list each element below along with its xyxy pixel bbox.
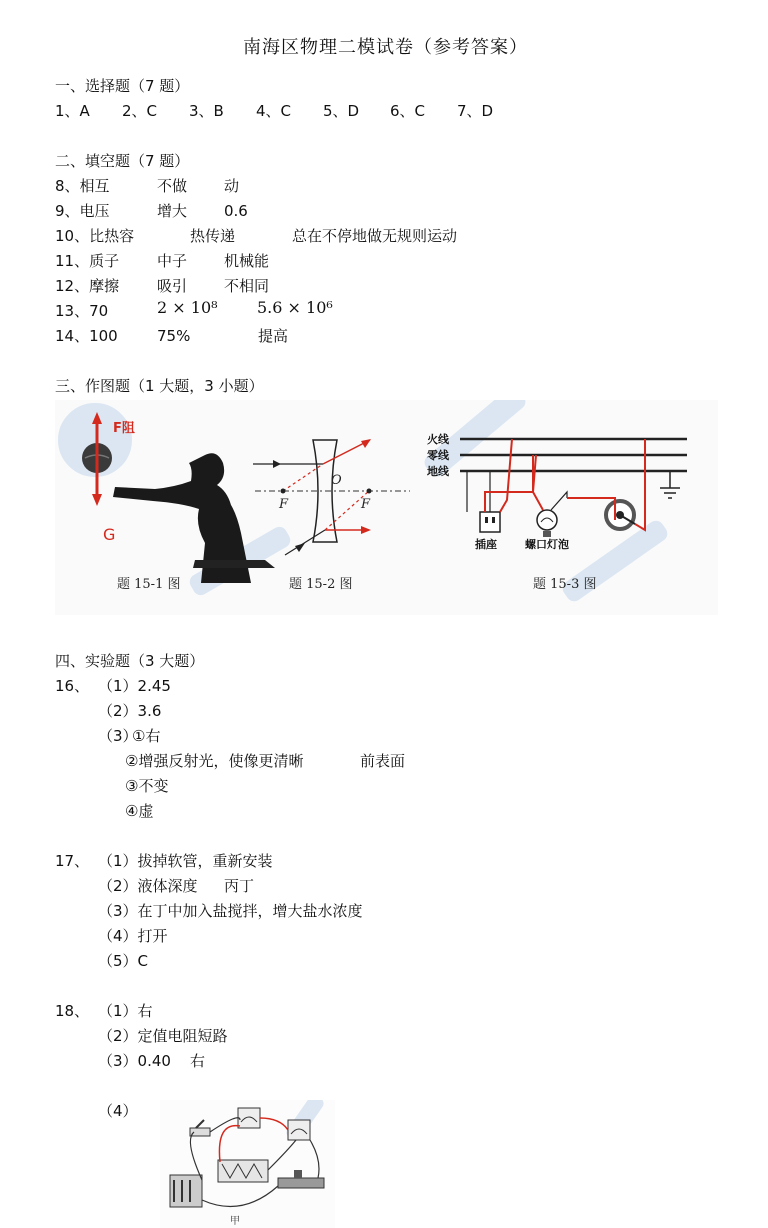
person-legs <box>193 560 275 568</box>
q16-part3-label: （3） <box>98 727 138 745</box>
fill-13-b: 2 × 10⁸ <box>157 298 218 317</box>
q17-part4: （4）打开 <box>98 927 168 945</box>
fill-8-a: 8、相互 <box>55 177 110 195</box>
fill-14-a: 14、100 <box>55 327 118 345</box>
fill-11-c: 机械能 <box>224 252 270 270</box>
fill-14-c: 提高 <box>258 327 289 345</box>
q17-part1: （1）拔掉软管，重新安装 <box>98 852 273 870</box>
caption-15-3: 题 15-3 图 <box>533 577 597 592</box>
ammeter <box>288 1120 310 1140</box>
lamp <box>537 510 557 530</box>
figure-18-circuit <box>160 1100 335 1228</box>
lamp-label: 螺口灯泡 <box>525 538 569 551</box>
answer-7: 7、D <box>457 102 494 120</box>
gravity-label: G <box>103 525 116 544</box>
q16-part2: （2）3.6 <box>98 702 162 720</box>
figure-15-3 <box>427 432 687 592</box>
drawing-figures <box>55 400 718 615</box>
q17-part5: （5）C <box>98 952 149 970</box>
answer-3: 3、B <box>189 102 224 120</box>
fill-11-b: 中子 <box>157 252 188 270</box>
fill-13-a: 13、70 <box>55 302 109 320</box>
q18-part3a: （3）0.40 <box>98 1052 171 1070</box>
section-1-heading: 一、选择题（7 题） <box>55 77 190 95</box>
fill-10-b: 热传递 <box>190 227 236 245</box>
fill-12-b: 吸引 <box>157 277 188 295</box>
fill-8-b: 不做 <box>157 177 188 195</box>
answer-1: 1、A <box>55 102 90 120</box>
q16-part3-4: ④虚 <box>125 802 154 820</box>
q18-part4: （4） <box>98 1102 138 1120</box>
fill-12-c: 不相同 <box>224 277 270 295</box>
fill-12-a: 12、摩擦 <box>55 277 120 295</box>
page-title: 南海区物理二模试卷（参考答案） <box>243 37 528 58</box>
section-2-heading: 二、填空题（7 题） <box>55 152 190 170</box>
q17-part2b: 丙丁 <box>224 877 255 895</box>
answer-5: 5、D <box>323 102 360 120</box>
q16-part3-2a: ②增强反射光，使像更清晰 <box>125 752 304 770</box>
figure-15-2 <box>253 439 410 592</box>
focus-left-label: F <box>279 497 289 512</box>
fill-14-b: 75% <box>157 327 191 345</box>
switch-18 <box>190 1128 210 1136</box>
answer-6: 6、C <box>390 102 426 120</box>
q16-number: 16、 <box>55 677 90 695</box>
fill-9-c: 0.6 <box>224 202 248 220</box>
fill-10-c: 总在不停地做无规则运动 <box>292 227 458 245</box>
optical-center-label: O <box>331 473 342 488</box>
neutral-wire-label: 零线 <box>427 449 449 462</box>
live-wire-label: 火线 <box>427 433 449 446</box>
q16-part3-1: ①右 <box>132 727 161 745</box>
figure-18-caption: 甲 <box>230 1216 240 1227</box>
fill-10-a: 10、比热容 <box>55 227 135 245</box>
q18-number: 18、 <box>55 1002 90 1020</box>
voltmeter <box>238 1108 260 1128</box>
answer-4: 4、C <box>256 102 292 120</box>
q16-part3-2b: 前表面 <box>360 752 406 770</box>
q18-part1: （1）右 <box>98 1002 153 1020</box>
caption-15-1: 题 15-1 图 <box>117 577 181 592</box>
rheostat <box>278 1178 324 1188</box>
fill-9-a: 9、电压 <box>55 202 110 220</box>
caption-15-2: 题 15-2 图 <box>289 577 353 592</box>
q17-number: 17、 <box>55 852 90 870</box>
drag-force-label: F阻 <box>113 421 135 436</box>
socket <box>480 512 500 532</box>
fill-8-c: 动 <box>224 177 240 195</box>
fill-11-a: 11、质子 <box>55 252 120 270</box>
q18-part2: （2）定值电阻短路 <box>98 1027 228 1045</box>
socket-label: 插座 <box>475 538 497 551</box>
fill-9-b: 增大 <box>157 202 188 220</box>
focus-right-label: F <box>361 497 371 512</box>
q17-part3: （3）在丁中加入盐搅拌，增大盐水浓度 <box>98 902 363 920</box>
q16-part1: （1）2.45 <box>98 677 171 695</box>
q17-part2a: （2）液体深度 <box>98 877 198 895</box>
q18-part3b: 右 <box>190 1052 206 1070</box>
section-3-heading: 三、作图题（1 大题，3 小题） <box>55 377 264 395</box>
answer-2: 2、C <box>122 102 158 120</box>
section-4-heading: 四、实验题（3 大题） <box>55 652 205 670</box>
fill-13-c: 5.6 × 10⁶ <box>257 298 333 317</box>
earth-wire-label: 地线 <box>427 465 449 478</box>
q16-part3-3: ③不变 <box>125 777 169 795</box>
